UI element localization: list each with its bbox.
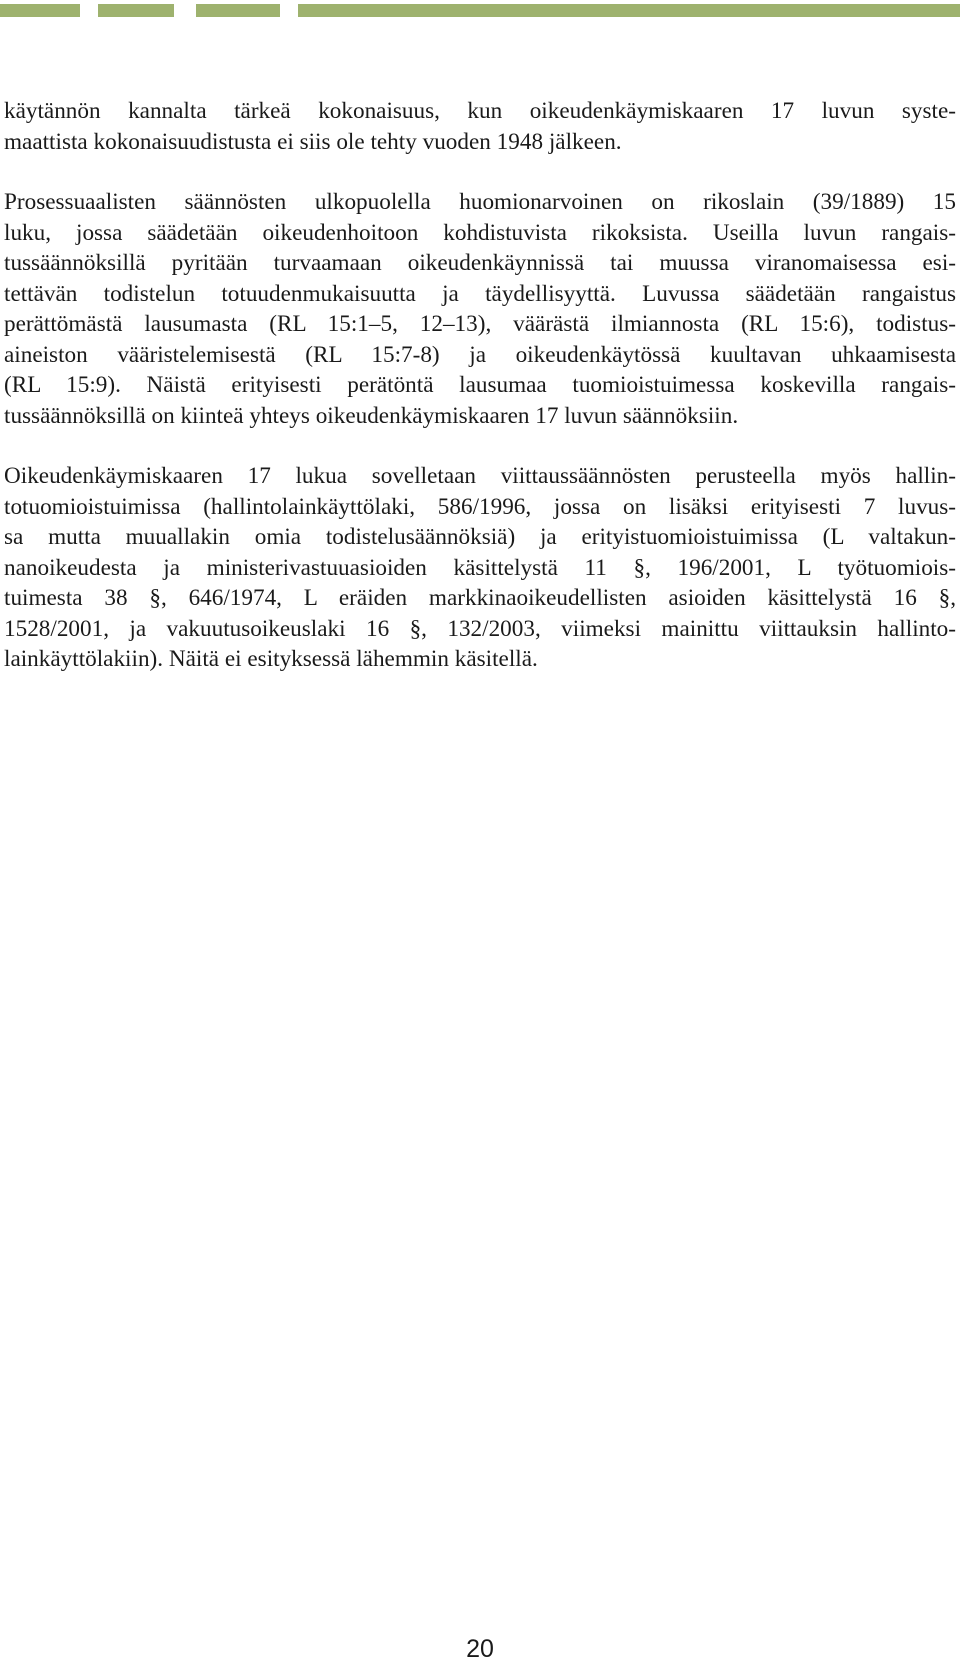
text-line: totuomioistuimissa (hallintolainkäyttölaki, 586/1996, jossa on lisäksi erityisesti 7 luvus- xyxy=(4,493,956,520)
text-line: sa mutta muuallakin omia todistelusäännöksiä) ja erityistuomioistuimissa (L valtakun- xyxy=(4,524,956,550)
header-bar xyxy=(98,4,174,17)
header-bar xyxy=(196,4,280,17)
paragraph xyxy=(4,187,956,431)
text-line: tussäännöksillä pyritään turvaamaan oikeudenkäynnissä tai muussa viranomaisessa esi- xyxy=(4,250,956,276)
header-bar xyxy=(298,4,960,17)
document-body xyxy=(4,96,956,705)
text-line: tettävän todistelun totuudenmukaisuutta ja täydellisyyttä. Luvussa säädetään rangaistus xyxy=(4,280,956,307)
header-bar xyxy=(0,4,80,17)
text-line: käytännön kannalta tärkeä kokonaisuus, kun oikeudenkäymiskaaren 17 luvun syste- xyxy=(4,98,956,124)
text-line: nanoikeudesta ja ministerivastuuasioiden käsittelystä 11 §, 196/2001, L työtuomiois- xyxy=(4,554,956,581)
text-line: maattista kokonaisuudistusta ei siis ole tehty vuoden 1948 jälkeen. xyxy=(4,128,622,155)
text-line: aineiston vääristelemisestä (RL 15:7-8) ja oikeudenkäytössä kuultavan uhkaamisesta xyxy=(4,341,956,368)
text-line: tuimesta 38 §, 646/1974, L eräiden markkinaoikeudellisten asioiden käsittelystä 16 §, xyxy=(4,585,956,611)
paragraph xyxy=(4,96,956,157)
text-line: luku, jossa säädetään oikeudenhoitoon kohdistuvista rikoksista. Useilla luvun rangais- xyxy=(4,219,956,246)
paragraph xyxy=(4,461,956,675)
text-line: 1528/2001, ja vakuutusoikeuslaki 16 §, 132/2003, viimeksi mainittu viittauksin hallinto- xyxy=(4,615,956,642)
header-decoration xyxy=(0,4,960,17)
text-line: (RL 15:9). Näistä erityisesti perätöntä lausumaa tuomioistuimessa koskevilla rangais- xyxy=(4,372,956,398)
text-line: Oikeudenkäymiskaaren 17 lukua sovelletaan viittaussäännösten perusteella myös hallin- xyxy=(4,463,956,489)
text-line: Prosessuaalisten säännösten ulkopuolella huomionarvoinen on rikoslain (39/1889) 15 xyxy=(4,189,956,215)
text-line: perättömästä lausumasta (RL 15:1–5, 12–13), väärästä ilmiannosta (RL 15:6), todistus- xyxy=(4,311,956,337)
text-line: tussäännöksillä on kiinteä yhteys oikeudenkäymiskaaren 17 luvun säännöksiin. xyxy=(4,402,739,429)
page-number: 20 xyxy=(466,1635,494,1663)
text-line: lainkäyttölakiin). Näitä ei esityksessä lähemmin käsitellä. xyxy=(4,646,538,672)
